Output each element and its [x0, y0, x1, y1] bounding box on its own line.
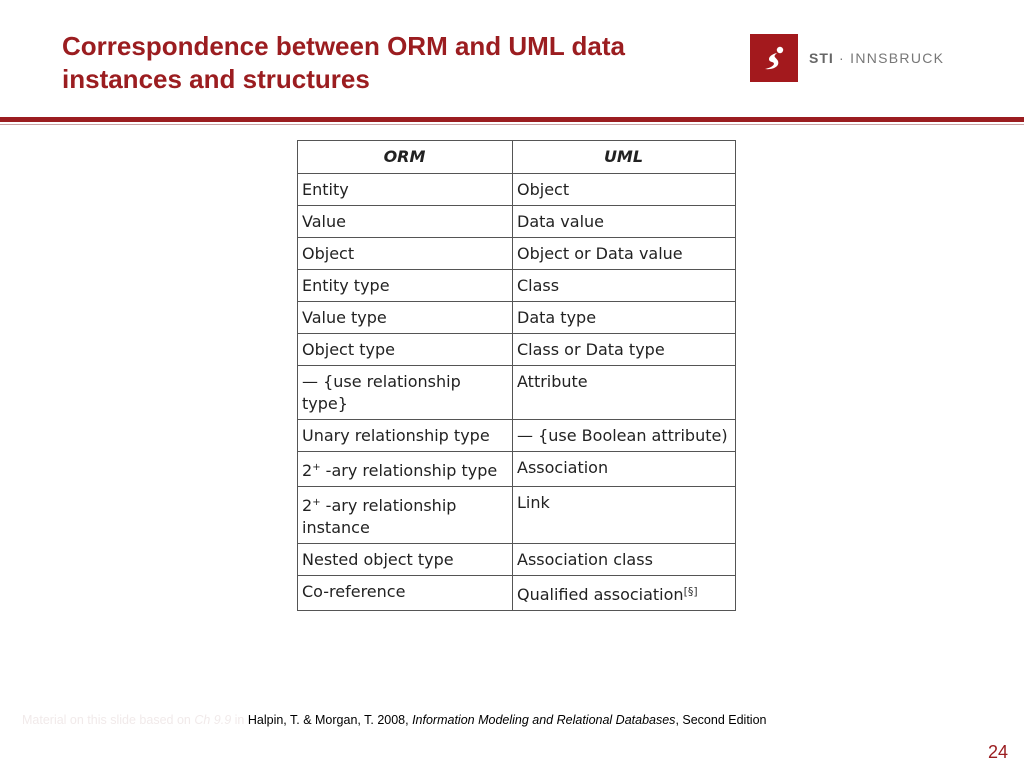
header-rule-thin	[0, 124, 1024, 125]
citation-book-title: Information Modeling and Relational Databases	[412, 713, 676, 727]
orm-cell: Entity type	[298, 270, 513, 302]
logo-location: INNSBRUCK	[850, 50, 945, 66]
orm-cell: 2+ -ary relationship type	[298, 452, 513, 487]
table-row	[298, 544, 736, 576]
table-row	[298, 206, 736, 238]
orm-cell: Value type	[298, 302, 513, 334]
orm-cell: 2+ -ary relationship instance	[298, 487, 513, 544]
logo-separator: ·	[833, 50, 851, 66]
citation-edition: , Second Edition	[675, 713, 767, 727]
table-row	[298, 238, 736, 270]
uml-cell: Class	[513, 270, 736, 302]
slide-title: Correspondence between ORM and UML data instances and structures	[62, 31, 625, 94]
uml-cell-text: Qualified association	[517, 585, 684, 604]
table-row	[298, 302, 736, 334]
orm-cell: Nested object type	[298, 544, 513, 576]
superscript-plus: +	[312, 462, 321, 473]
table-row	[298, 334, 736, 366]
table-row	[298, 487, 736, 544]
header-uml: UML	[513, 141, 736, 174]
sti-logo-icon	[750, 34, 798, 82]
uml-cell: Object	[513, 174, 736, 206]
citation-authors: Halpin, T. & Morgan, T. 2008,	[247, 713, 413, 727]
orm-cell: Entity	[298, 174, 513, 206]
table-row	[298, 452, 736, 487]
citation-faint-chapter: Ch 9.9	[194, 713, 232, 727]
orm-cell: Object type	[298, 334, 513, 366]
table-row	[298, 270, 736, 302]
page-number: 24	[987, 742, 1008, 762]
table-row	[298, 366, 736, 420]
superscript-plus: +	[312, 497, 321, 508]
source-citation	[22, 713, 766, 727]
uml-cell: Link	[513, 487, 736, 544]
uml-cell	[513, 576, 736, 611]
sti-innsbruck-logo	[750, 34, 944, 82]
uml-cell: Class or Data type	[513, 334, 736, 366]
table-row	[298, 576, 736, 611]
logo-brand: STI	[809, 50, 834, 66]
citation-faint-prefix: Material on this slide based on	[22, 713, 195, 727]
table-row	[298, 420, 736, 452]
uml-cell: — {use Boolean attribute)	[513, 420, 736, 452]
citation-faint-in: in	[231, 713, 248, 727]
footnote-link[interactable]: [§]	[683, 585, 698, 598]
header-orm: ORM	[298, 141, 513, 174]
orm-uml-table	[297, 140, 736, 611]
orm-cell: Value	[298, 206, 513, 238]
uml-cell: Association	[513, 452, 736, 487]
uml-cell: Association class	[513, 544, 736, 576]
orm-cell: Unary relationship type	[298, 420, 513, 452]
orm-cell: Object	[298, 238, 513, 270]
header-rule	[0, 117, 1024, 122]
orm-cell: Co-reference	[298, 576, 513, 611]
table-row	[298, 174, 736, 206]
logo-text	[809, 50, 944, 66]
uml-cell: Attribute	[513, 366, 736, 420]
table-header-row	[298, 141, 736, 174]
orm-cell: — {use relationship type}	[298, 366, 513, 420]
uml-cell: Data value	[513, 206, 736, 238]
uml-cell: Data type	[513, 302, 736, 334]
uml-cell: Object or Data value	[513, 238, 736, 270]
